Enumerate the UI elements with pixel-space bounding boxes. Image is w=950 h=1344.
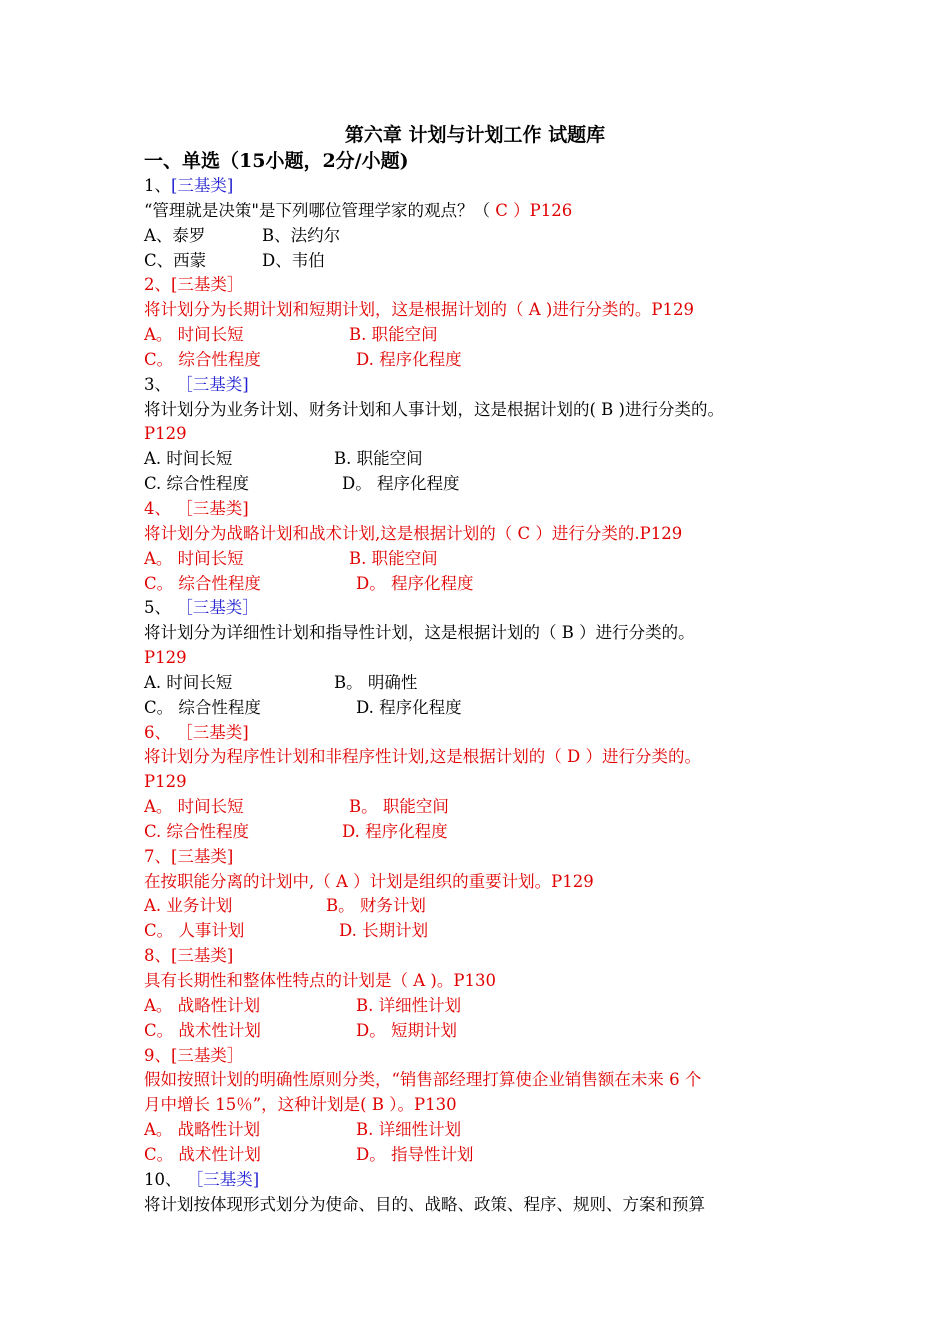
answer-option: C。 战术性计划 (144, 1020, 261, 1040)
answer-options-row (144, 249, 824, 274)
question-stem (144, 422, 824, 447)
answer-options-row (144, 820, 824, 845)
question-stem-text: 具有长期性和整体性特点的计划是（ A )。P130 (144, 971, 496, 990)
answer-options-row (144, 795, 824, 820)
question-category-tag: [三基类] (171, 176, 234, 195)
answer-option: A. 时间长短 (144, 672, 233, 692)
answer-option: D。 指导性计划 (356, 1144, 474, 1164)
answer-option: B. 职能空间 (334, 449, 423, 469)
question-header (144, 497, 824, 522)
answer-option: A。 时间长短 (144, 548, 244, 568)
answer-option: B。 财务计划 (326, 896, 426, 916)
question-category-tag: [三基类］ (171, 275, 244, 295)
answer-option: A。 战略性计划 (144, 1120, 261, 1140)
answer-option: C、西蒙 (144, 250, 207, 270)
answer-option: A. 时间长短 (144, 449, 233, 469)
section-heading: 一、单选（15小题，2分/小题) (144, 150, 409, 172)
answer-option: C。 综合性程度 (144, 697, 261, 717)
answer-options-row (144, 994, 824, 1019)
question-stem (144, 646, 824, 671)
question-number: 2、 (144, 275, 171, 295)
question-stem-text: 假如按照计划的明确性原则分类，“销售部经理打算使企业销售额在未来 6 个 (144, 1070, 702, 1090)
question-stem-text: 将计划分为程序性计划和非程序性计划,这是根据计划的（ D ）进行分类的。 (144, 747, 701, 767)
answer-options-row (144, 696, 824, 721)
question-category-tag: ［三基类] (186, 1169, 260, 1189)
question-header (144, 1044, 824, 1069)
answer-option: D。 短期计划 (356, 1020, 457, 1040)
question-category-tag: ［三基类] (176, 498, 249, 518)
question-stem (144, 522, 824, 547)
answer-option: C. 综合性程度 (144, 821, 250, 841)
answer-option: A。 时间长短 (144, 325, 244, 345)
answer-options-row (144, 671, 824, 696)
question-header (144, 1168, 824, 1193)
question-list (144, 174, 824, 1217)
question-stem-text: P129 (144, 772, 187, 792)
answer-options-row (144, 572, 824, 597)
answer-option: B. 详细性计划 (356, 995, 462, 1015)
answer-option: B. 详细性计划 (356, 1120, 462, 1140)
answer-options-row (144, 894, 824, 919)
question-number: 7、[三基类] (144, 846, 234, 866)
answer-option: D. 长期计划 (339, 921, 429, 941)
question-number: 4、 (144, 498, 177, 518)
answer-options-row (144, 472, 824, 497)
question-stem-text: 在按职能分离的计划中,（ A ）计划是组织的重要计划。P129 (144, 871, 594, 891)
question-number: 3、 (144, 374, 177, 394)
question-stem (144, 745, 824, 770)
question-stem-text: P129 (144, 424, 187, 444)
question-stem (144, 1193, 824, 1218)
question-category-tag: ［三基类］ (176, 598, 259, 618)
question-category-tag: ［三基类] (176, 722, 249, 742)
answer-option: D. 程序化程度 (356, 697, 462, 717)
question-stem-text: P129 (144, 648, 187, 668)
question-category-tag: ［三基类] (176, 374, 249, 394)
document-title: 第六章 计划与计划工作 试题库 (344, 124, 606, 146)
answer-options-row (144, 348, 824, 373)
answer-options-row (144, 547, 824, 572)
question-header (144, 174, 824, 199)
answer-option: C. 综合性程度 (144, 474, 250, 494)
answer-option: B。 明确性 (334, 672, 418, 692)
question-number: 8、[三基类] (144, 946, 234, 966)
question-stem-text: 将计划分为业务计划、财务计划和人事计划，这是根据计划的( B )进行分类的。 (144, 399, 724, 419)
question-stem (144, 770, 824, 795)
answer-option: A。 时间长短 (144, 797, 244, 817)
answer-options-row (144, 224, 824, 249)
question-header (144, 373, 824, 398)
question-stem-text: 将计划按体现形式划分为使命、目的、战略、政策、程序、规则、方案和预算 (144, 1194, 705, 1214)
answer-option: C。 战术性计划 (144, 1144, 261, 1164)
answer-option: A、泰罗 (144, 225, 206, 245)
answer-option: B. 职能空间 (349, 548, 438, 568)
question-stem-text: “管理就是决策"是下列哪位管理学家的观点？（ (144, 200, 496, 220)
answer-option: C。 人事计划 (144, 921, 245, 941)
question-stem (144, 298, 824, 323)
answer-options-row (144, 919, 824, 944)
question-stem-text: 月中增长 15％”，这种计划是( B ）。P130 (144, 1095, 457, 1115)
answer-option: C。 综合性程度 (144, 573, 261, 593)
question-stem-text: 将计划分为战略计划和战术计划,这是根据计划的（ C ）进行分类的.P129 (144, 523, 683, 543)
question-stem (144, 1093, 824, 1118)
question-header (144, 596, 824, 621)
answer-option: A。 战略性计划 (144, 995, 261, 1015)
answer-option: B、法约尔 (262, 225, 341, 245)
question-stem (144, 1068, 824, 1093)
answer-options-row (144, 1019, 824, 1044)
question-header (144, 944, 824, 969)
question-number: 6、 (144, 722, 177, 742)
question-stem (144, 621, 824, 646)
question-header (144, 845, 824, 870)
question-stem (144, 199, 824, 224)
answer-option: C。 综合性程度 (144, 349, 261, 369)
question-number: 1、 (144, 176, 171, 195)
question-number: 9、[三基类］ (144, 1045, 244, 1065)
answer-option: D. 程序化程度 (342, 821, 448, 841)
question-number: 5、 (144, 598, 177, 618)
answer-options-row (144, 1118, 824, 1143)
question-header (144, 721, 824, 746)
answer-option: D。 程序化程度 (342, 474, 460, 494)
answer-option: B. 职能空间 (349, 325, 438, 345)
answer-highlight: C ）P126 (495, 200, 573, 220)
answer-option: D、韦伯 (262, 250, 325, 270)
question-stem (144, 969, 824, 994)
answer-option: D. 程序化程度 (356, 349, 462, 369)
answer-option: D。 程序化程度 (356, 573, 474, 593)
answer-option: A. 业务计划 (144, 896, 233, 916)
answer-option: B。 职能空间 (349, 797, 449, 817)
question-header (144, 273, 824, 298)
question-stem (144, 870, 824, 895)
answer-options-row (144, 323, 824, 348)
question-number: 10、 (144, 1169, 187, 1189)
answer-options-row (144, 447, 824, 472)
answer-options-row (144, 1143, 824, 1168)
question-stem (144, 398, 824, 423)
question-stem-text: 将计划分为长期计划和短期计划，这是根据计划的（ A )进行分类的。P129 (144, 300, 694, 320)
question-stem-text: 将计划分为详细性计划和指导性计划，这是根据计划的（ B ）进行分类的。 (144, 623, 695, 643)
